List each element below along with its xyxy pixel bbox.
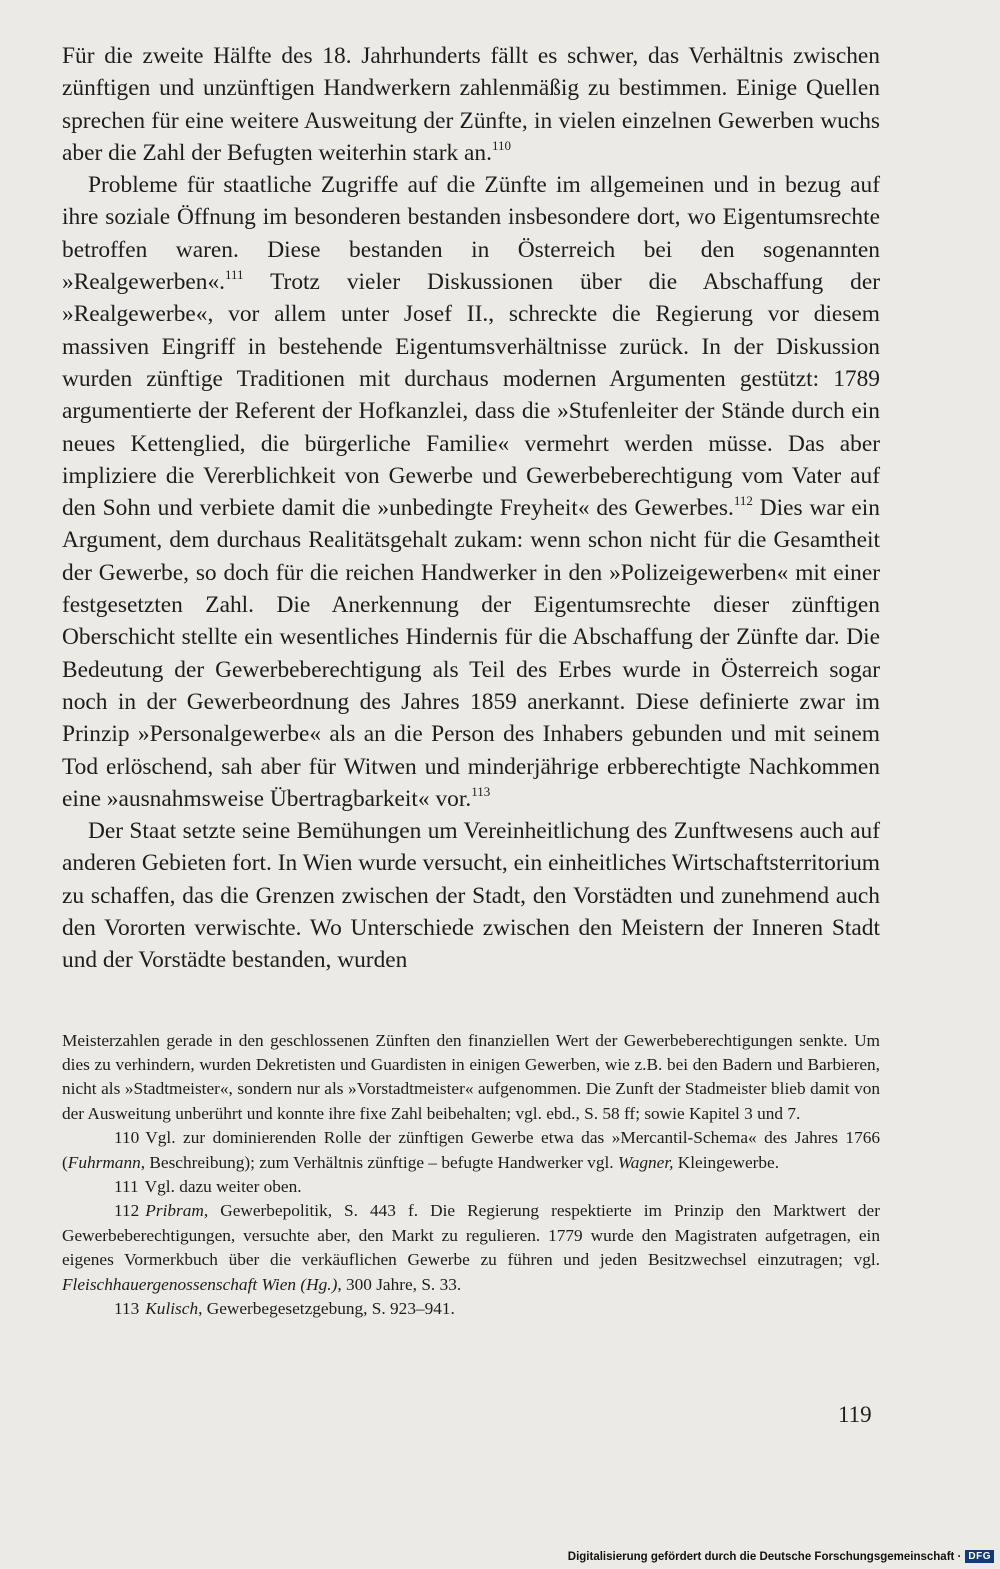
footnotes <box>62 1029 880 1322</box>
footnote-113: 113 Kulisch, Gewerbegesetzgebung, S. 923–941. <box>62 1297 880 1321</box>
footnote-112: 112 Pribram, Gewerbepolitik, S. 443 f. Die Regierung respektierte im Prinzip den Marktwert der Gewerbeberechtigungen, versuchte aber, den Markt zu regulieren. 1779 wurde den Magistraten aufgetragen, ein eigenes Vormerkbuch über die verkäuflichen Gewerbe zu führen und jeden Besitzwechsel einzutragen; vgl. Fleischhauergenossenschaft Wien (Hg.), 300 Jahre, S. 33. <box>62 1201 880 1294</box>
footnote-ref-110[interactable]: 110 <box>491 138 511 154</box>
paragraph-2: Probleme für staatliche Zugriffe auf die Zünfte im allgemeinen und in bezug auf ihre soziale Öffnung im besonderen bestanden insbesondere dort, wo Eigentumsrechte betroffen waren. Diese bestanden in Österreich bei den sogenannten »Realgewerben«.$^{111}$ Trotz vieler Diskussionen über die Abschaffung der »Realgewerbe«, vor allem unter Josef II., schreckte die Regierung vor diesem massiven Eingriff in bestehende Eigentumsverhältnisse zurück. In der Diskussion wurden zünftige Traditionen mit durchaus modernen Argumenten gestützt: 1789 argumentierte der Referent der Hofkanzlei, dass die »Stufenleiter der Stände durch ein neues Kettenglied, die bürgerliche Familie« vermehrt werden müsse. Das aber impliziere die Vererblichkeit von Gewerbe und Gewerbeberechtigung vom Vater auf den Sohn und verbiete damit die »unbedingte Freyheit« des Gewerbes.$^{112}$ Dies war ein Argument, dem durchaus Realitätsgehalt zukam: wenn schon nicht für die Gesamtheit der Gewerbe, so doch für die reichen Handwerker in den »Polizeigewerben« mit einer festgesetzten Zahl. Die Anerkennung der Eigentumsrechte dieser zünftigen Oberschicht stellte ein wesentliches Hindernis für die Abschaffung der Zünfte dar. Die Bedeutung der Gewerbeberechtigung als Teil des Erbes wurde in Österreich sogar noch in der Gewerbeordnung des Jahres 1859 anerkannt. Diese definierte zwar im Prinzip »Personalgewerbe« als an die Person des Inhabers gebunden und mit seinem Tod erlöschend, sah aber für Witwen und minderjährige erbberechtigte Nachkommen eine »ausnahmsweise Übertragbarkeit« vor.$^{113}$ <box>62 172 880 812</box>
page-number: 119 <box>838 1402 872 1427</box>
footnote-110: 110 Vgl. zur dominierenden Rolle der zünftigen Gewerbe etwa das »Mercantil-Schema« des Jahres 1766 (Fuhrmann, Beschreibung); zum Verhältnis zünftige – befugte Handwerker vgl. Wagner, Kleingewerbe. <box>62 1128 880 1172</box>
digitization-credit <box>568 1550 994 1563</box>
main-text <box>62 40 880 977</box>
page <box>62 40 880 1321</box>
paragraph-1: Für die zweite Hälfte des 18. Jahrhunderts fällt es schwer, das Verhältnis zwischen zünftigen und unzünftigen Handwerkern zahlenmäßig zu bestimmen. Einige Quellen sprechen für eine weitere Ausweitung der Zünfte, in vielen einzelnen Gewerben wuchs aber die Zahl der Befugten weiterhin stark an.$^{110}$ <box>62 43 880 166</box>
footnote-number: 111 <box>114 1177 139 1197</box>
footnote-ref-113[interactable]: 113 <box>471 784 491 800</box>
footnote-continuation: Meisterzahlen gerade in den geschlossenen Zünften den finanziellen Wert der Gewerbeberechtigungen senkte. Um dies zu verhindern, wurden Dekretisten und Guardisten in einigen Gewerben, wie z.B. bei den Badern und Barbieren, nicht als »Stadtmeister«, sondern nur als »Vorstadtmeister« aufgenommen. Die Zunft der Stadmeister blieb damit von der Ausweitung unberührt und konnte ihre fixe Zahl beibehalten; vgl. ebd., S. 58 ff; sowie Kapitel 3 und 7. <box>62 1030 880 1123</box>
footnote-number: 110 <box>114 1128 140 1148</box>
footnote-ref-111[interactable]: 111 <box>225 267 244 283</box>
footnote-111: 111 Vgl. dazu weiter oben. <box>62 1175 880 1199</box>
dfg-logo-icon: DFG <box>965 1550 994 1563</box>
footnote-ref-112[interactable]: 112 <box>733 493 753 509</box>
credit-text: Digitalisierung gefördert durch die Deutsche Forschungsgemeinschaft · <box>567 1550 962 1563</box>
footnote-number: 113 <box>114 1299 140 1319</box>
paragraph-3: Der Staat setzte seine Bemühungen um Vereinheitlichung des Zunftwesens auch auf anderen Gebieten fort. In Wien wurde versucht, ein einheitliches Wirtschaftsterritorium zu schaffen, das die Grenzen zwischen der Stadt, den Vorstädten und zunehmend auch den Vororten verwischte. Wo Unterschiede zwischen den Meistern der Inneren Stadt und der Vorstädte bestanden, wurden <box>62 818 880 974</box>
footnote-number: 112 <box>114 1201 140 1221</box>
